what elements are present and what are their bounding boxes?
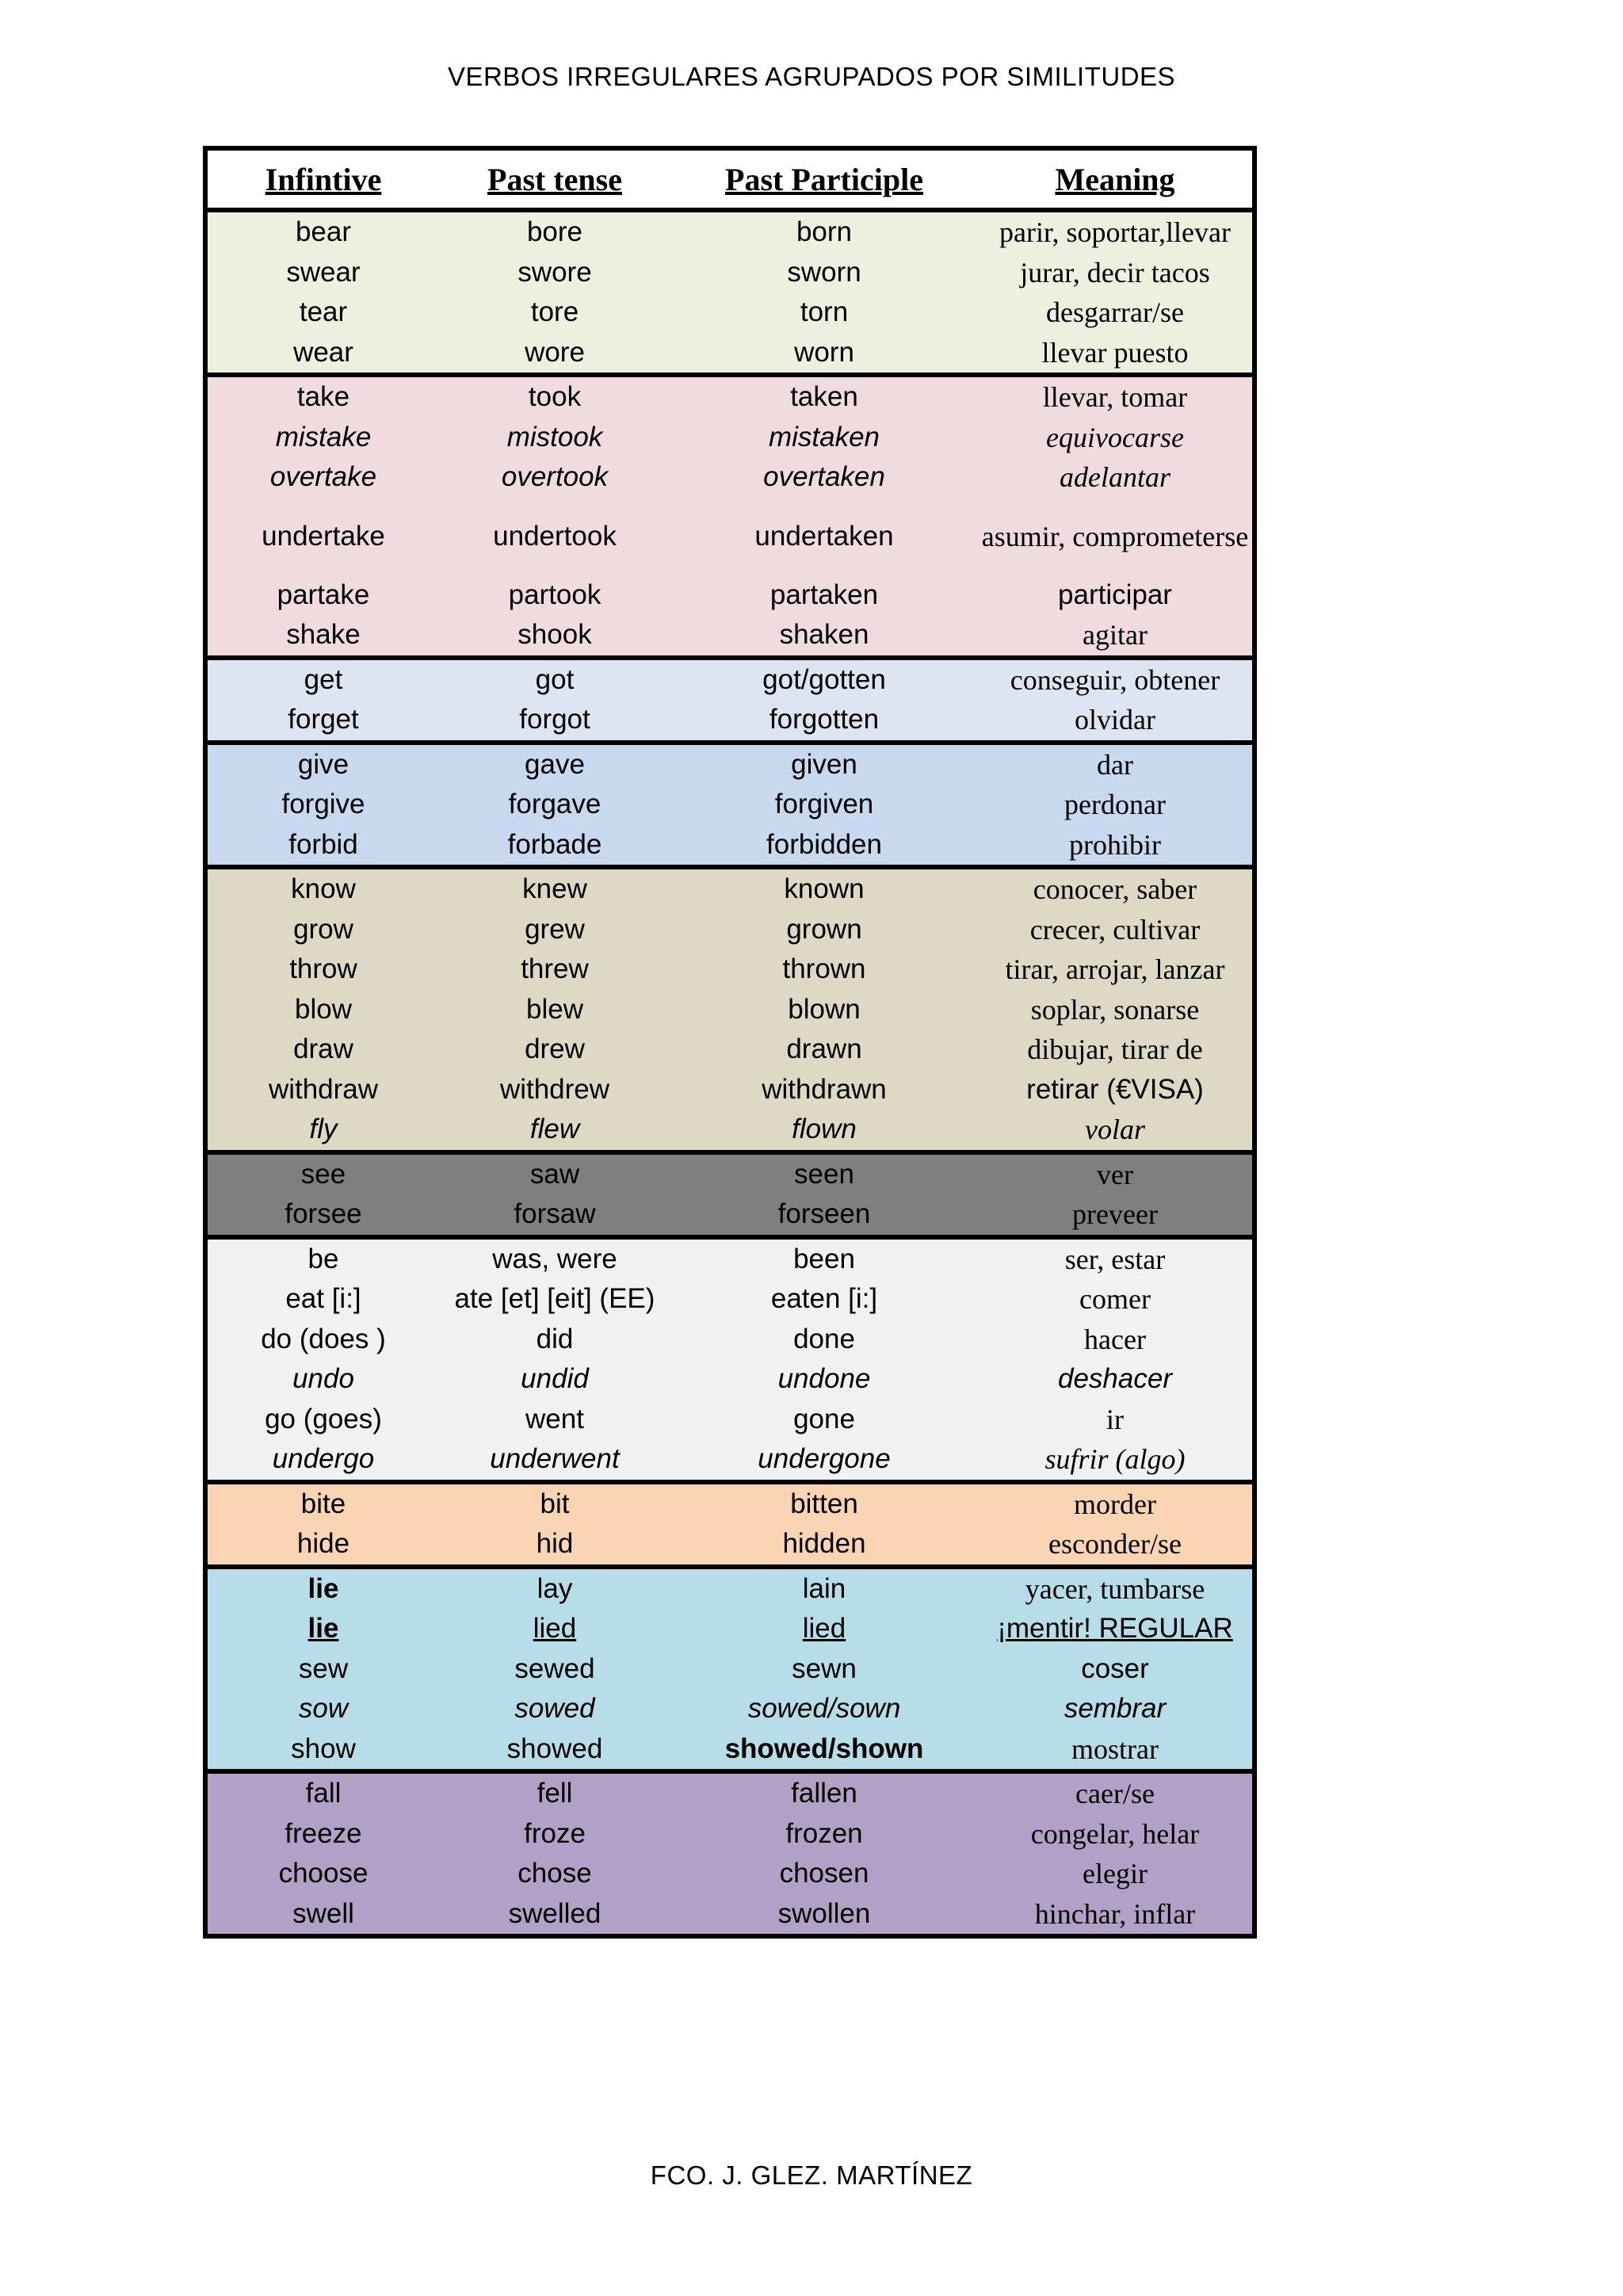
- meaning-cell: desgarrar/se: [1046, 296, 1184, 329]
- table-row: [208, 212, 1252, 253]
- table-row: [208, 1569, 1252, 1610]
- past-participle-cell: known: [784, 873, 865, 905]
- past-participle-cell: worn: [794, 336, 854, 368]
- meaning-cell: agitar: [1083, 619, 1148, 651]
- table-row: [208, 990, 1252, 1030]
- meaning-cell: yacer, tumbarse: [1025, 1572, 1205, 1605]
- past-participle-cell: partaken: [769, 579, 879, 610]
- infinitive-cell: lie: [307, 1572, 339, 1604]
- meaning-cell: morder: [1074, 1488, 1156, 1520]
- table-row: [208, 1814, 1252, 1855]
- table-body: [208, 212, 1252, 1934]
- meaning-cell: crecer, cultivar: [1029, 913, 1201, 946]
- meaning-cell: preveer: [1072, 1198, 1158, 1231]
- infinitive-cell: wear: [293, 336, 353, 368]
- past-tense-cell: wore: [525, 336, 585, 368]
- infinitive-cell: withdraw: [268, 1073, 379, 1105]
- table-row: [208, 377, 1252, 418]
- infinitive-cell: fly: [309, 1114, 338, 1145]
- infinitive-cell: forgive: [281, 789, 365, 820]
- infinitive-cell: know: [291, 873, 356, 905]
- meaning-cell: llevar puesto: [1041, 336, 1189, 369]
- verb-group: [208, 1240, 1252, 1484]
- past-participle-cell: blown: [788, 993, 861, 1025]
- past-tense-cell: tore: [530, 296, 579, 328]
- past-participle-cell: withdrawn: [762, 1073, 887, 1105]
- document-title: VERBOS IRREGULARES AGRUPADOS POR SIMILITUDES: [447, 62, 1176, 91]
- infinitive-cell: swear: [286, 256, 361, 288]
- past-participle-cell: forgiven: [774, 789, 874, 820]
- past-participle-cell: frozen: [785, 1817, 863, 1849]
- past-participle-cell: mistaken: [768, 421, 880, 453]
- past-participle-cell: been: [793, 1243, 855, 1274]
- past-participle-cell: undertaken: [754, 520, 894, 552]
- table-row: [208, 745, 1252, 785]
- meaning-cell: adelantar: [1060, 461, 1170, 494]
- past-participle-cell: thrown: [782, 953, 866, 985]
- infinitive-cell: partake: [277, 579, 370, 610]
- table-row: [208, 615, 1252, 655]
- past-participle-cell: grown: [786, 913, 862, 945]
- verb-group: [208, 660, 1252, 745]
- meaning-cell: sufrir (algo): [1044, 1443, 1186, 1476]
- meaning-cell: caer/se: [1075, 1778, 1155, 1810]
- past-participle-cell: forbidden: [766, 828, 882, 860]
- past-tense-cell: froze: [524, 1817, 586, 1849]
- meaning-cell: hacer: [1084, 1323, 1146, 1355]
- meaning-cell: soplar, sonarse: [1030, 993, 1200, 1026]
- meaning-cell: dibujar, tirar de: [1027, 1033, 1203, 1066]
- past-participle-cell: fallen: [791, 1778, 857, 1809]
- meaning-cell: deshacer: [1058, 1363, 1172, 1395]
- past-tense-cell: undid: [521, 1363, 589, 1395]
- table-row: [208, 785, 1252, 825]
- table-row: [208, 910, 1252, 950]
- infinitive-cell: overtake: [269, 461, 377, 493]
- verb-group: [208, 1484, 1252, 1569]
- table-row: [208, 1439, 1252, 1480]
- past-participle-cell: forgotten: [769, 704, 880, 735]
- infinitive-cell: hide: [296, 1528, 350, 1560]
- infinitive-cell: tear: [299, 296, 348, 328]
- past-participle-cell: undone: [777, 1363, 871, 1395]
- table-row: [208, 1484, 1252, 1525]
- meaning-cell: jurar, decir tacos: [1020, 256, 1210, 288]
- past-tense-cell: knew: [522, 873, 587, 905]
- infinitive-cell: be: [307, 1243, 339, 1274]
- meaning-cell: ser, estar: [1064, 1243, 1166, 1275]
- past-participle-cell: undergone: [758, 1443, 891, 1475]
- table-row: [208, 333, 1252, 373]
- past-participle-cell: done: [793, 1323, 855, 1354]
- past-participle-cell: forseen: [777, 1198, 871, 1230]
- table-row: [208, 949, 1252, 990]
- table-row: [208, 457, 1252, 498]
- meaning-cell: volar: [1085, 1114, 1145, 1146]
- table-row: [208, 869, 1252, 910]
- meaning-cell: ¡mentir! REGULAR: [997, 1613, 1233, 1645]
- table-row: [208, 660, 1252, 701]
- past-participle-cell: hidden: [782, 1528, 866, 1560]
- past-tense-cell: sewed: [514, 1652, 595, 1684]
- infinitive-cell: sow: [298, 1693, 349, 1725]
- table-header-row: [208, 151, 1252, 212]
- verb-group: [208, 869, 1252, 1155]
- past-tense-cell: forsaw: [514, 1198, 596, 1230]
- past-participle-cell: taken: [790, 381, 858, 413]
- past-participle-cell: gone: [793, 1403, 855, 1435]
- infinitive-cell: bite: [300, 1488, 346, 1519]
- table-row: [208, 418, 1252, 458]
- table-row: [208, 1110, 1252, 1150]
- meaning-cell: conocer, saber: [1033, 873, 1197, 906]
- past-tense-cell: sowed: [514, 1693, 595, 1725]
- past-tense-cell: swelled: [508, 1897, 601, 1929]
- meaning-cell: equivocarse: [1046, 421, 1184, 453]
- table-row: [208, 1609, 1252, 1649]
- meaning-cell: dar: [1097, 748, 1133, 781]
- infinitive-cell: choose: [278, 1858, 369, 1889]
- meaning-cell: congelar, helar: [1030, 1817, 1200, 1850]
- document-footer: FCO. J. GLEZ. MARTÍNEZ: [650, 2160, 973, 2190]
- past-tense-cell: forbade: [507, 828, 602, 860]
- verb-group: [208, 1155, 1252, 1240]
- past-tense-cell: did: [536, 1323, 574, 1354]
- infinitive-cell: bear: [295, 216, 352, 248]
- past-tense-cell: gave: [525, 748, 585, 780]
- meaning-cell: prohibir: [1069, 828, 1161, 861]
- infinitive-cell: see: [300, 1158, 346, 1190]
- table-row: [208, 1689, 1252, 1729]
- infinitive-cell: freeze: [285, 1817, 362, 1849]
- meaning-cell: ir: [1106, 1403, 1124, 1435]
- verb-group: [208, 377, 1252, 660]
- table-row: [208, 1854, 1252, 1894]
- infinitive-cell: throw: [289, 953, 357, 985]
- past-tense-cell: went: [525, 1403, 584, 1435]
- verb-group: [208, 1774, 1252, 1934]
- meaning-cell: conseguir, obtener: [1010, 663, 1220, 696]
- past-participle-cell: given: [791, 748, 857, 780]
- meaning-cell: asumir, comprometerse: [981, 520, 1249, 552]
- past-tense-cell: got: [535, 663, 575, 695]
- past-participle-cell: showed/shown: [724, 1733, 924, 1764]
- verb-group: [208, 212, 1252, 377]
- meaning-cell: llevar, tomar: [1042, 381, 1188, 414]
- past-participle-cell: chosen: [779, 1858, 869, 1889]
- infinitive-cell: blow: [295, 993, 352, 1025]
- meaning-cell: perdonar: [1064, 789, 1166, 821]
- infinitive-cell: show: [291, 1733, 356, 1764]
- table-row: [208, 1774, 1252, 1814]
- meaning-cell: hinchar, inflar: [1034, 1897, 1196, 1930]
- table-row: [208, 1030, 1252, 1070]
- past-tense-cell: grew: [525, 913, 585, 945]
- past-participle-cell: torn: [800, 296, 849, 328]
- meaning-cell: comer: [1079, 1283, 1151, 1316]
- infinitive-cell: undertake: [262, 520, 385, 552]
- meaning-cell: mostrar: [1071, 1733, 1159, 1765]
- infinitive-cell: go (goes): [265, 1403, 382, 1435]
- past-tense-cell: forgot: [519, 704, 590, 735]
- table-row: [208, 292, 1252, 333]
- past-tense-cell: swore: [517, 256, 592, 288]
- past-participle-cell: sewn: [792, 1652, 857, 1684]
- past-tense-cell: lay: [537, 1572, 573, 1604]
- table-row: [208, 1729, 1252, 1770]
- table-row: [208, 1194, 1252, 1235]
- header-infinitive: Infintive: [265, 161, 382, 197]
- past-tense-cell: undertook: [493, 520, 617, 552]
- past-tense-cell: drew: [525, 1033, 585, 1065]
- infinitive-cell: fall: [305, 1778, 342, 1809]
- infinitive-cell: lie: [307, 1613, 339, 1645]
- past-tense-cell: partook: [508, 579, 601, 610]
- meaning-cell: participar: [1058, 579, 1172, 610]
- past-participle-cell: overtaken: [763, 461, 885, 493]
- meaning-cell: olvidar: [1075, 704, 1155, 736]
- meaning-cell: parir, soportar,llevar: [999, 216, 1231, 249]
- past-participle-cell: bitten: [790, 1488, 858, 1519]
- past-tense-cell: ate [et] [eit] (EE): [454, 1283, 655, 1315]
- infinitive-cell: get: [304, 663, 343, 695]
- past-tense-cell: underwent: [490, 1443, 620, 1475]
- table-row: [208, 1649, 1252, 1690]
- table-row: [208, 1524, 1252, 1564]
- table-row: [208, 253, 1252, 293]
- meaning-cell: sembrar: [1064, 1693, 1167, 1725]
- past-tense-cell: shook: [517, 619, 592, 651]
- meaning-cell: elegir: [1083, 1858, 1148, 1890]
- header-meaning: Meaning: [1055, 161, 1175, 197]
- header-past-tense: Past tense: [487, 161, 622, 197]
- table-row: [208, 1894, 1252, 1935]
- meaning-cell: coser: [1081, 1652, 1149, 1684]
- past-tense-cell: fell: [537, 1778, 573, 1809]
- table-row: [208, 700, 1252, 740]
- past-tense-cell: overtook: [501, 461, 609, 493]
- past-participle-cell: swollen: [777, 1897, 871, 1929]
- past-participle-cell: sworn: [787, 256, 861, 288]
- past-participle-cell: shaken: [779, 619, 869, 651]
- past-tense-cell: showed: [506, 1733, 603, 1764]
- infinitive-cell: shake: [286, 619, 361, 651]
- meaning-cell: tirar, arrojar, lanzar: [1005, 953, 1225, 986]
- past-participle-cell: sowed/sown: [747, 1693, 901, 1725]
- infinitive-cell: undo: [292, 1363, 354, 1395]
- past-participle-cell: born: [796, 216, 853, 248]
- infinitive-cell: grow: [293, 913, 353, 945]
- table-row: [208, 825, 1252, 865]
- infinitive-cell: forbid: [288, 828, 358, 860]
- past-participle-cell: lain: [802, 1572, 846, 1604]
- infinitive-cell: forget: [288, 704, 359, 735]
- meaning-cell: retirar (€VISA): [1026, 1073, 1204, 1105]
- infinitive-cell: undergo: [272, 1443, 375, 1475]
- infinitive-cell: sew: [298, 1652, 349, 1684]
- infinitive-cell: swell: [292, 1897, 354, 1929]
- past-participle-cell: eaten [i:]: [770, 1283, 878, 1315]
- infinitive-cell: mistake: [275, 421, 372, 453]
- past-tense-cell: flew: [529, 1114, 580, 1145]
- table-row: [208, 1070, 1252, 1110]
- infinitive-cell: take: [296, 381, 350, 413]
- past-tense-cell: blew: [526, 993, 583, 1025]
- table-row: [208, 1400, 1252, 1440]
- past-participle-cell: drawn: [786, 1033, 862, 1065]
- past-tense-cell: forgave: [508, 789, 601, 820]
- table-row: [208, 1359, 1252, 1400]
- table-row: [208, 575, 1252, 616]
- table-row: [208, 498, 1252, 575]
- table-row: [208, 1240, 1252, 1280]
- verb-group: [208, 1569, 1252, 1775]
- past-participle-cell: flown: [792, 1114, 857, 1145]
- meaning-cell: ver: [1097, 1158, 1133, 1190]
- infinitive-cell: do (does ): [261, 1323, 386, 1354]
- past-tense-cell: was, were: [492, 1243, 617, 1274]
- past-tense-cell: withdrew: [499, 1073, 610, 1105]
- past-tense-cell: mistook: [506, 421, 603, 453]
- past-participle-cell: lied: [802, 1613, 846, 1645]
- past-tense-cell: bit: [540, 1488, 570, 1519]
- header-past-participle: Past Participle: [725, 161, 923, 197]
- meaning-cell: esconder/se: [1048, 1528, 1182, 1561]
- past-tense-cell: saw: [529, 1158, 580, 1190]
- verb-group: [208, 745, 1252, 870]
- past-tense-cell: took: [528, 381, 582, 413]
- past-tense-cell: bore: [526, 216, 583, 248]
- past-tense-cell: threw: [521, 953, 589, 985]
- past-tense-cell: lied: [533, 1613, 577, 1645]
- infinitive-cell: forsee: [285, 1198, 362, 1230]
- table-row: [208, 1279, 1252, 1320]
- past-tense-cell: hid: [536, 1528, 574, 1560]
- past-participle-cell: seen: [794, 1158, 854, 1190]
- past-participle-cell: got/gotten: [762, 663, 886, 695]
- infinitive-cell: eat [i:]: [285, 1283, 361, 1315]
- table-row: [208, 1155, 1252, 1195]
- past-tense-cell: chose: [517, 1858, 592, 1889]
- irregular-verbs-table: [203, 146, 1257, 1939]
- infinitive-cell: draw: [293, 1033, 353, 1065]
- table-row: [208, 1320, 1252, 1360]
- infinitive-cell: give: [297, 748, 349, 780]
